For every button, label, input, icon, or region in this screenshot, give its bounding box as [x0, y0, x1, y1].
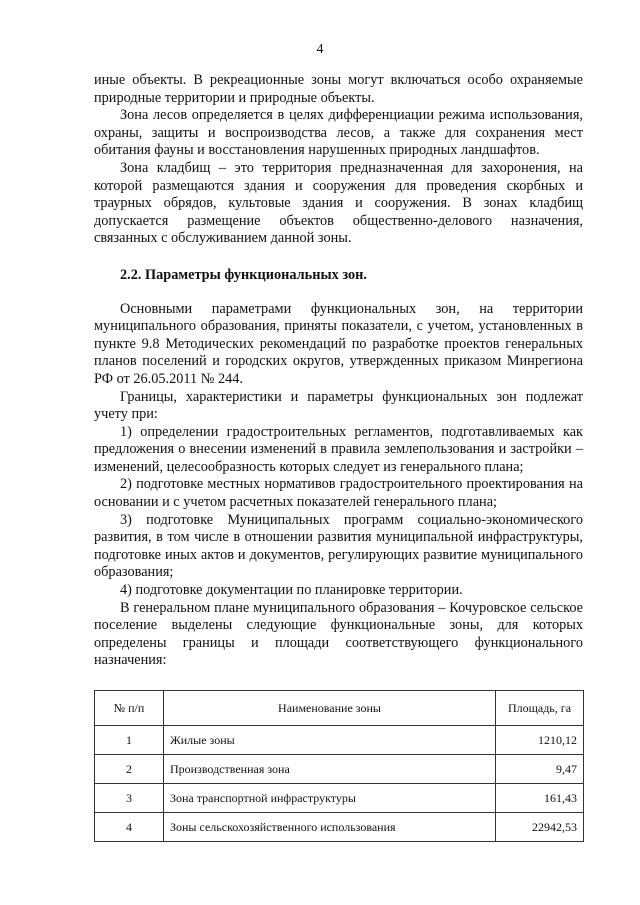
cell-number: 1: [95, 726, 164, 755]
paragraph: Основными параметрами функциональных зон, на территории муниципального образования, приняты показатели, с учетом, установленных в пункте 9.8 Методических рекомендаций по разработке проектов генеральных планов поселений и городских округов, утвержденных приказом Минрегиона РФ от 26.05.2011 № 244.: [94, 300, 583, 387]
cell-area: 1210,12: [496, 726, 584, 755]
cell-zone-name: Зона транспортной инфраструктуры: [164, 784, 496, 813]
cell-number: 3: [95, 784, 164, 813]
document-body: [94, 72, 583, 670]
paragraph: В генеральном плане муниципального образования – Кочуровское сельское поселение выделены следующие функциональные зоны, для которых определены границы и площади соответствующего функционального назначения:: [94, 599, 583, 669]
header-number: № п/п: [95, 691, 164, 726]
cell-zone-name: Производственная зона: [164, 755, 496, 784]
zones-table: [94, 690, 584, 842]
table-row: [95, 813, 584, 842]
cell-number: 4: [95, 813, 164, 842]
paragraph: 1) определении градостроительных регламентов, подготавливаемых как предложения о внесении изменений в правила землепользования и застройки – изменений, целесообразность которых следует из генерального плана;: [94, 423, 583, 475]
section-heading: 2.2. Параметры функциональных зон.: [120, 266, 367, 283]
cell-zone-name: Зоны сельскохозяйственного использования: [164, 813, 496, 842]
paragraph: 3) подготовке Муниципальных программ социально-экономического развития, в том числе в отношении развития муниципальной инфраструктуры, подготовке иных актов и документов, регулирующих развитие муниципального образования;: [94, 511, 583, 581]
cell-area: 9,47: [496, 755, 584, 784]
paragraph: Границы, характеристики и параметры функциональных зон подлежат учету при:: [94, 388, 583, 423]
table-row: [95, 755, 584, 784]
table-header-row: [95, 691, 584, 726]
table-row: [95, 784, 584, 813]
cell-zone-name: Жилые зоны: [164, 726, 496, 755]
paragraph: 2) подготовке местных нормативов градостроительного проектирования на основании и с учетом расчетных показателей генерального плана;: [94, 476, 583, 511]
paragraph: Зона кладбищ – это территория предназначенная для захоронения, на которой размещаются здания и сооружения для проведения скорбных и траурных обрядов, культовые здания и сооружения. В зонах кладбищ допускается размещение объектов общественно-делового назначения, связанных с обслуживанием данной зоны.: [94, 159, 583, 247]
cell-number: 2: [95, 755, 164, 784]
cell-area: 22942,53: [496, 813, 584, 842]
page-number: 4: [316, 42, 324, 57]
cell-area: 161,43: [496, 784, 584, 813]
paragraph: 4) подготовке документации по планировке территории.: [120, 582, 463, 599]
header-zone-name: Наименование зоны: [164, 691, 496, 726]
paragraph: иные объекты. В рекреационные зоны могут включаться особо охраняемые природные территории и природные объекты.: [94, 72, 583, 106]
header-area: Площадь, га: [496, 691, 584, 726]
table-row: [95, 726, 584, 755]
paragraph: Зона лесов определяется в целях дифференциации режима использования, охраны, защиты и воспроизводства лесов, а также для сохранения мест обитания фауны и восстановления нарушенных природных ландшафтов.: [94, 107, 583, 159]
